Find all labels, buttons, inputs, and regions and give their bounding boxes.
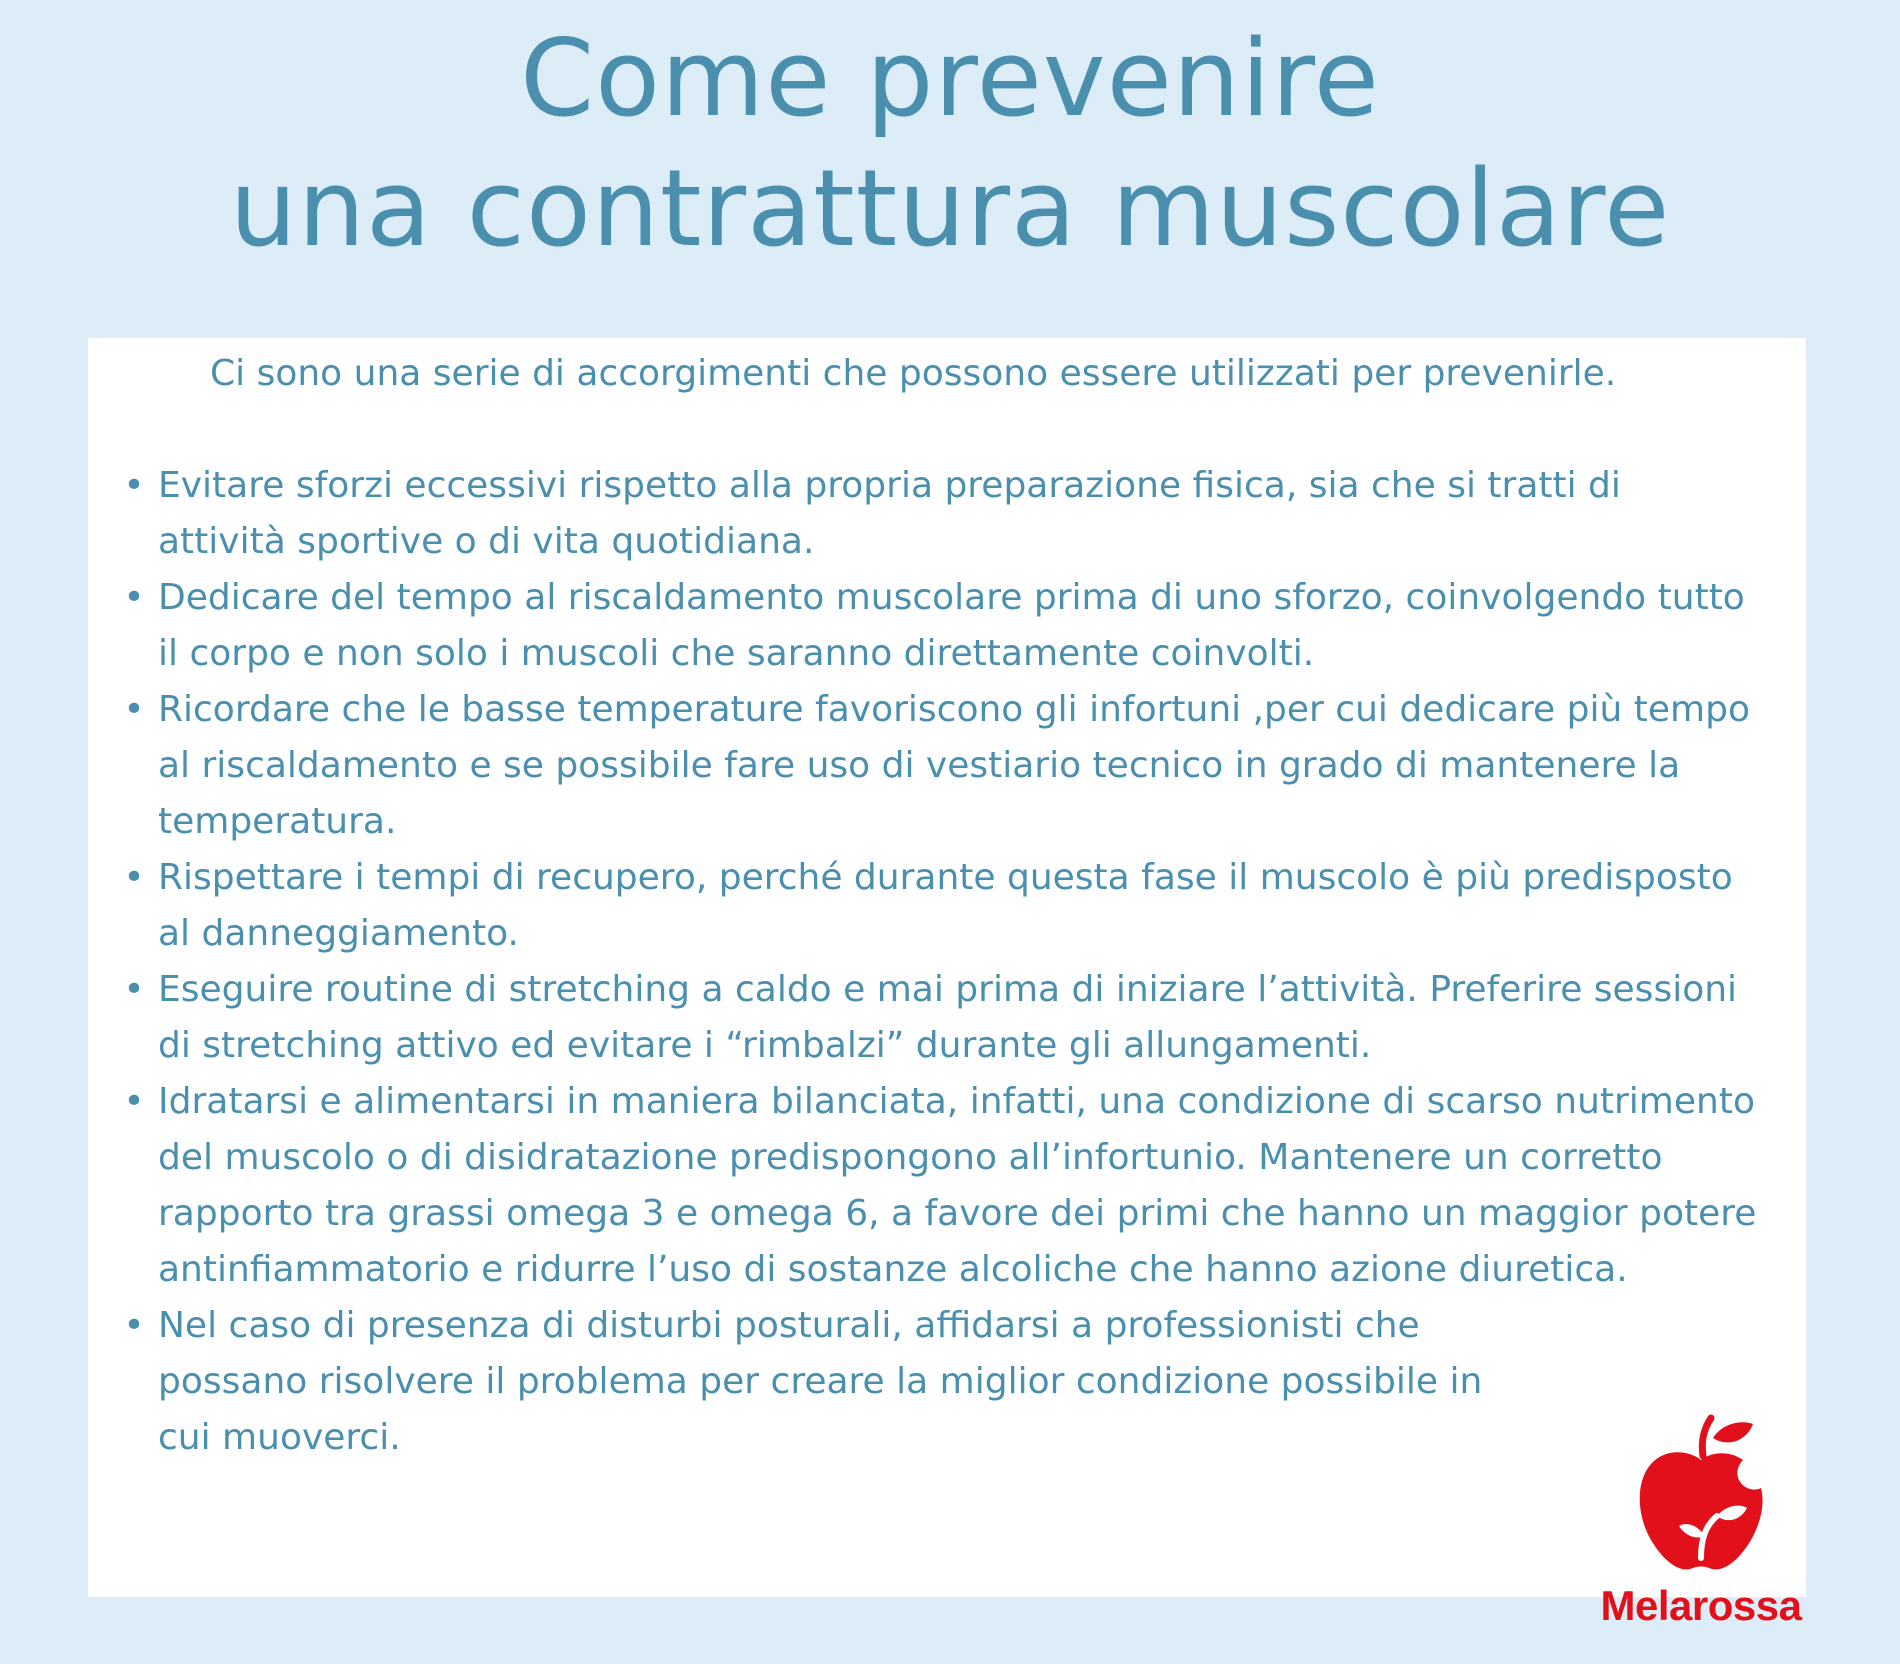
title-line-1: Come prevenire [520,17,1380,140]
list-item-text: Rispettare i tempi di recupero, perché durante questa fase il muscolo è più predisposto al danneggiamento. [158,857,1733,954]
list-item [118,458,1758,570]
bullet-icon: • [123,465,145,506]
bullet-icon: • [123,1081,145,1122]
title-line-2: una contrattura muscolare [229,147,1671,270]
list-item [118,570,1758,682]
bullet-icon: • [123,857,145,898]
list-item-text: Idratarsi e alimentarsi in maniera bilanciata, infatti, una condizione di scarso nutrimento del muscolo o di disidratazione predispongono all’infortunio. Mantenere un corretto rapporto tra grassi omega 3 e omega 6, a favore dei primi che hanno un maggior potere antinfiammatorio e ridurre l’uso di sostanze alcoliche che hanno azione diuretica. [158,1081,1757,1290]
list-item [118,1074,1758,1298]
bullet-icon: • [123,577,145,618]
brand-name: Melarossa [1600,1582,1802,1629]
list-item-text: Eseguire routine di stretching a caldo e mai prima di iniziare l’attività. Preferire sessioni di stretching attivo ed evitare i “rimbalzi” durante gli allungamenti. [158,969,1738,1066]
list-item-text: Evitare sforzi eccessivi rispetto alla propria preparazione fisica, sia che si tratti di attività sportive o di vita quotidiana. [158,465,1621,562]
list-item [118,682,1758,850]
list-item [118,962,1758,1074]
list-item [118,1298,1758,1466]
bullet-icon: • [123,1305,145,1346]
page-title [0,14,1900,274]
apple-icon [1596,1408,1806,1578]
tips-list [118,458,1758,1466]
list-item-text: Nel caso di presenza di disturbi posturali, affidarsi a professionisti che possano risolvere il problema per creare la miglior condizione possibile in cui muoverci. [158,1305,1483,1458]
brand-logo [1596,1408,1806,1648]
bullet-icon: • [123,969,145,1010]
bullet-icon: • [123,689,145,730]
list-item-text: Dedicare del tempo al riscaldamento muscolare prima di uno sforzo, coinvolgendo tutto il corpo e non solo i muscoli che saranno direttamente coinvolti. [158,577,1745,674]
content-card [88,338,1806,1597]
intro-text: Ci sono una serie di accorgimenti che possono essere utilizzati per prevenirle. [210,353,1617,394]
list-item [118,850,1758,962]
list-item-text: Ricordare che le basse temperature favoriscono gli infortuni ,per cui dedicare più tempo al riscaldamento e se possibile fare uso di vestiario tecnico in grado di mantenere la temperatura. [158,689,1750,842]
